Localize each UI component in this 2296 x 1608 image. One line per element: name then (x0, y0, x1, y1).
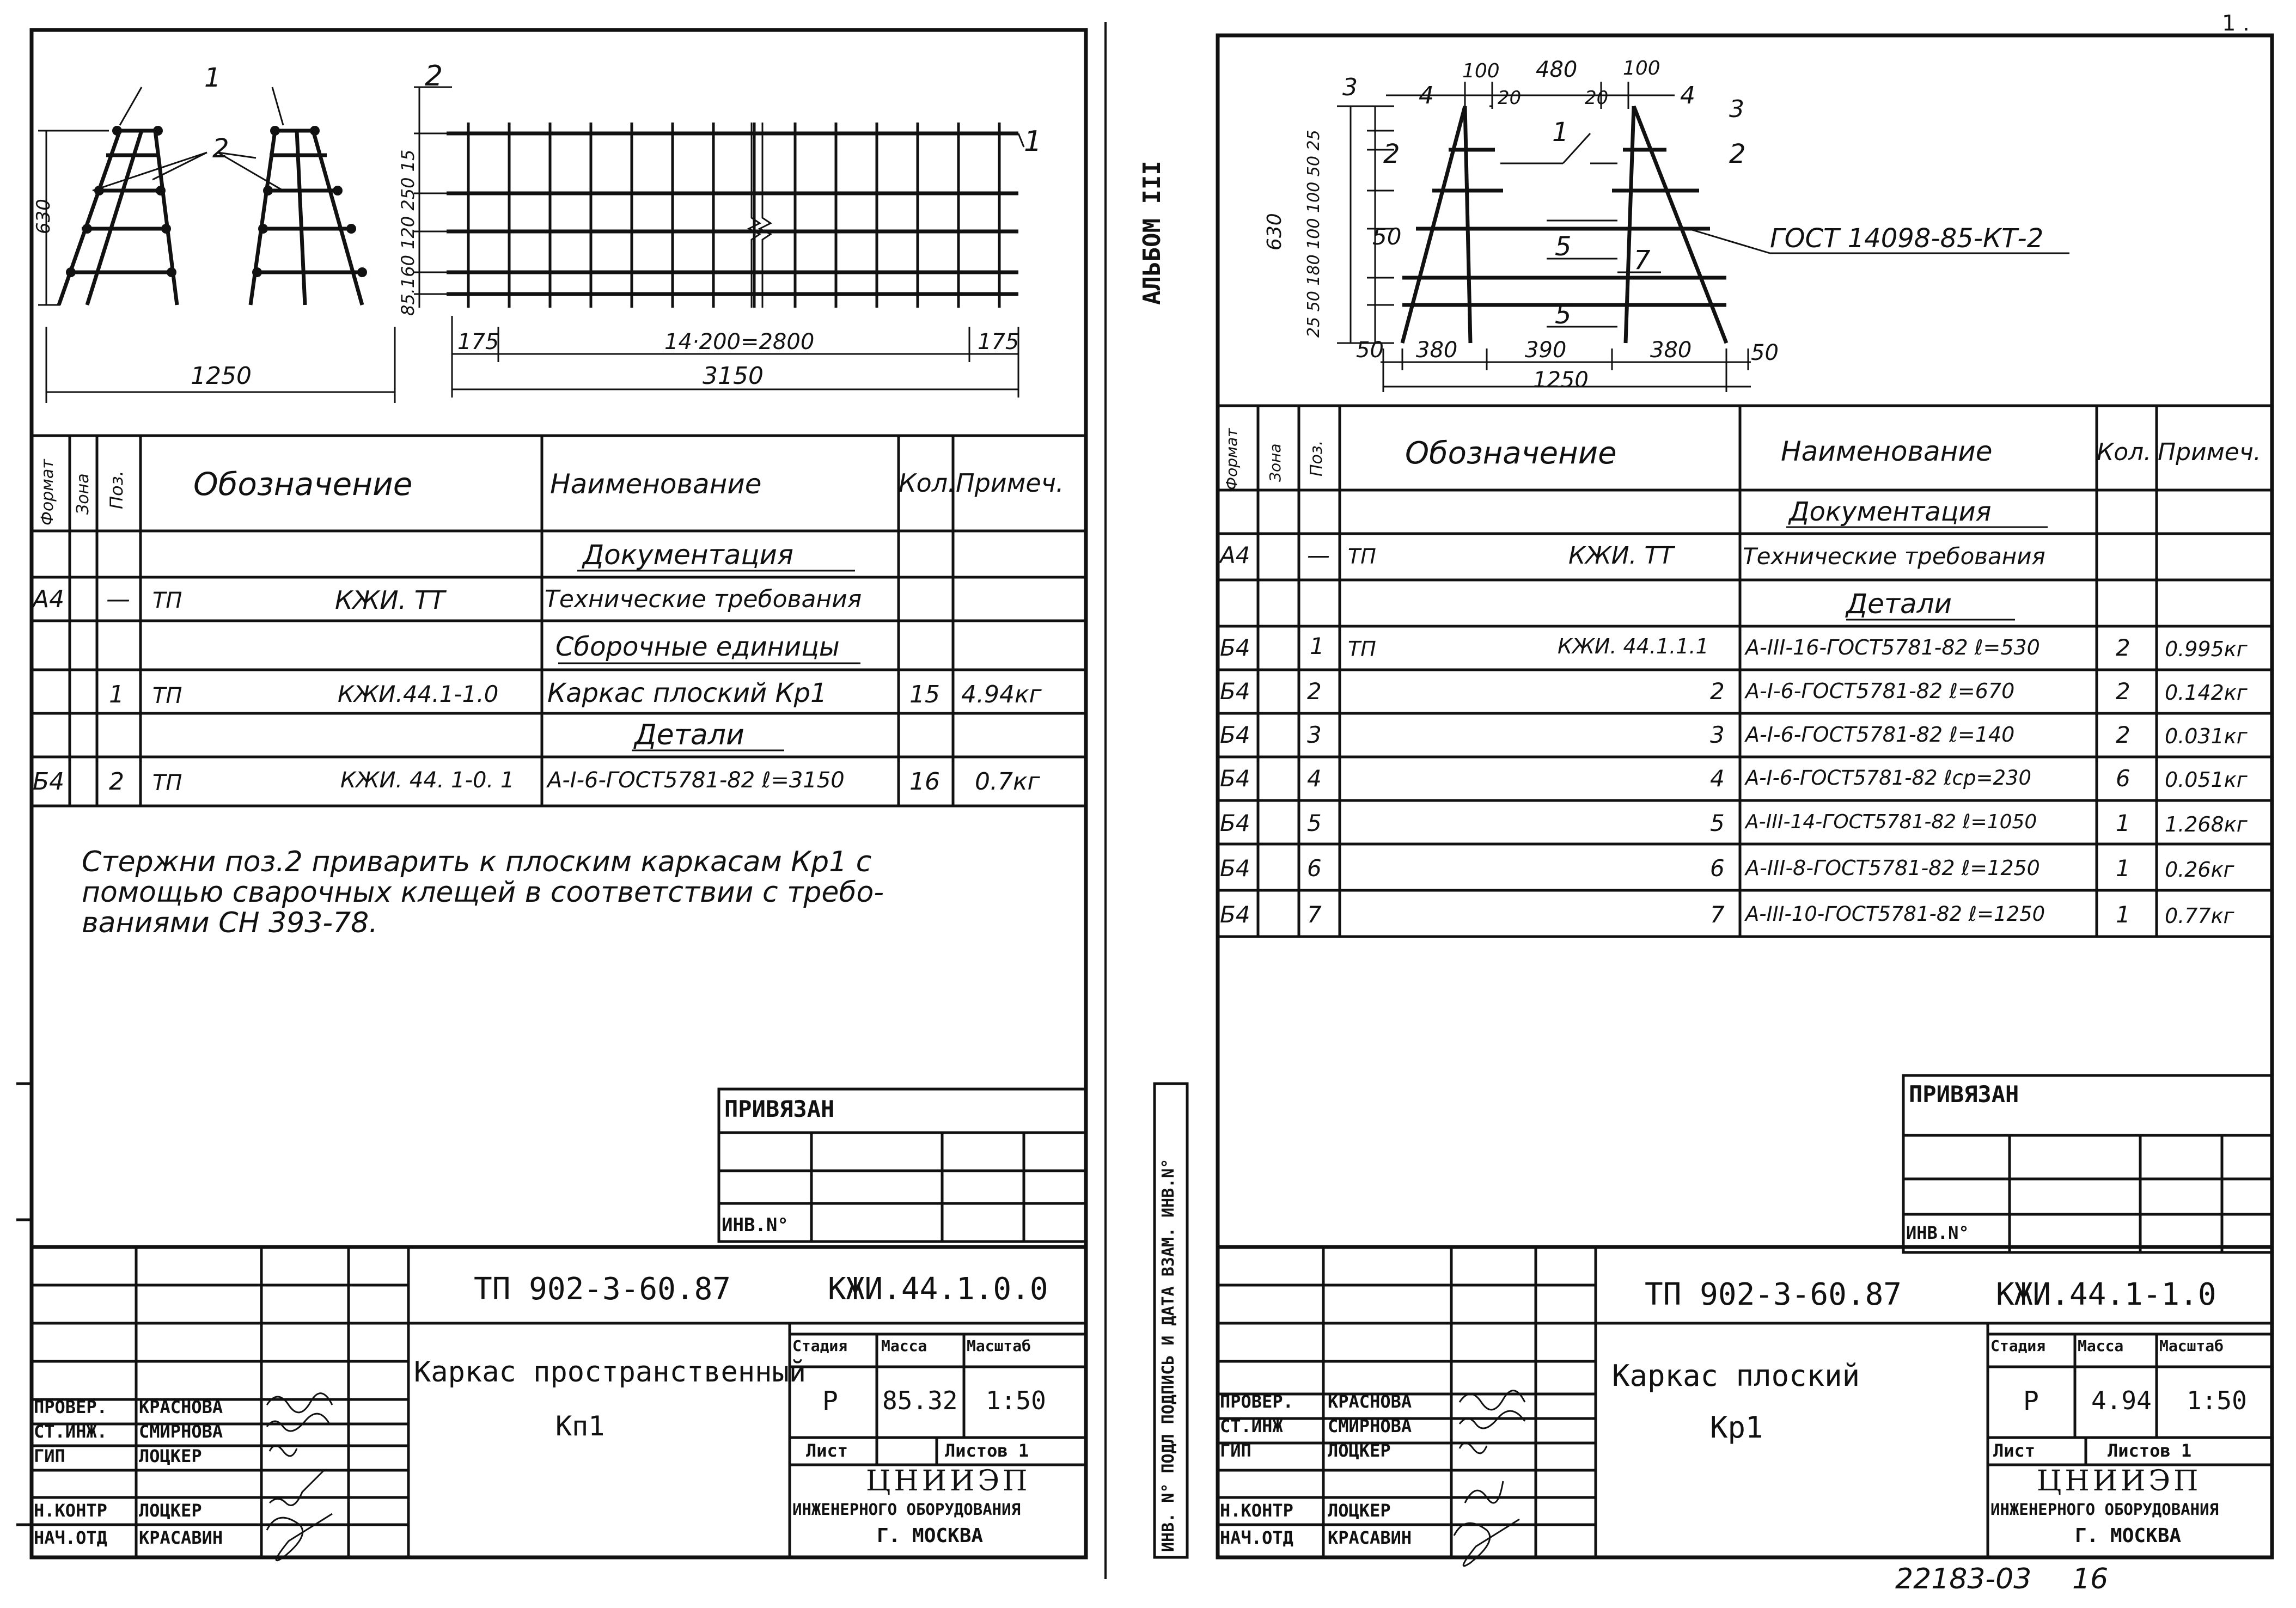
side-stamp: ИНВ. N° ПОДЛ ПОДПИСЬ И ДАТА ВЗАМ. ИНВ.N° (1159, 1158, 1178, 1552)
doc-code: КЖИ.44.1.0.0 (828, 1271, 1048, 1307)
dim-50-bottom: 50 (1356, 338, 1384, 363)
cell-note: 0.142кг (2165, 681, 2248, 705)
height-dim: 630 (33, 199, 54, 234)
cell-format: Б4 (1220, 901, 1250, 928)
cell-pos: 1 (1310, 633, 1324, 659)
callout-3: 3 (1342, 74, 1358, 101)
cell-designation: КЖИ. ТТ (335, 585, 445, 615)
role-label: НАЧ.ОТД (1220, 1527, 1293, 1548)
cell-note: 0.051кг (2165, 768, 2248, 792)
header-zone: Зона (1266, 443, 1284, 482)
callout-1: 1 (204, 63, 221, 93)
cell-name: А-III-16-ГОСТ5781-82 ℓ=530 (1745, 635, 2040, 659)
gost-label: ГОСТ 14098-85-КТ-2 (1770, 223, 2044, 254)
cell-designation: 7 (1710, 901, 1725, 928)
width-dim: 1250 (191, 362, 252, 390)
dim-175-right: 175 (978, 329, 1019, 354)
header-pos: Поз. (106, 470, 127, 509)
title-line-1: Каркас плоский (1612, 1359, 1860, 1393)
cell-note: 0.7кг (975, 768, 1040, 796)
cell-qty: 1 (2116, 901, 2130, 928)
person-name: СМИРНОВА (1328, 1416, 1412, 1436)
vertical-dims: 25 50 180 100 100 50 25 (1304, 130, 1323, 338)
page-number: 16 (2072, 1563, 2109, 1595)
section-title: Детали (634, 719, 744, 751)
sheets-label: Листов 1 (2108, 1440, 2192, 1461)
header-format: Формат (38, 459, 57, 525)
org-name: ЦНИИЭП (2037, 1465, 2202, 1497)
header-designation: Обозначение (1405, 436, 1617, 471)
person-name: ЛОЦКЕР (1328, 1440, 1391, 1461)
role-label: ГИП (34, 1446, 65, 1466)
cell-qty: 1 (2116, 855, 2130, 882)
header-name: Наименование (550, 468, 762, 500)
cell-name: А-I-6-ГОСТ5781-82 ℓ=3150 (547, 768, 845, 793)
inv-label: ИНВ.N° (1906, 1222, 1969, 1243)
scale-header: Масштаб (2159, 1337, 2224, 1355)
dim-100-right: 100 (1623, 57, 1660, 80)
callout-2-frame: 2 (425, 60, 443, 93)
dim-span: 14·200=2800 (664, 329, 815, 354)
cell-note: 1.268кг (2165, 812, 2248, 836)
cell-qty: 2 (2116, 678, 2130, 705)
header-note: Примеч. (956, 468, 1064, 498)
cell-format: А4 (33, 585, 65, 613)
header-zone: Зона (74, 473, 93, 515)
cell-designation: 2 (1710, 678, 1725, 705)
role-label: НАЧ.ОТД (34, 1527, 107, 1548)
dim-390: 390 (1525, 338, 1567, 363)
person-name: КРАСНОВА (139, 1397, 223, 1417)
org-city: Г. МОСКВА (2075, 1525, 2182, 1547)
sheet-label: Лист (806, 1440, 848, 1461)
callout-1: 1 (1552, 117, 1569, 148)
header-qty: Кол. (2097, 438, 2152, 466)
vertical-dims: 85.160 120 250 15 (398, 149, 418, 316)
role-label: СТ.ИНЖ. (34, 1421, 107, 1442)
cell-designation: 4 (1710, 765, 1725, 792)
cell-qty: 2 (2116, 722, 2130, 748)
dim-1250: 1250 (1533, 368, 1589, 393)
cell-format: А4 (1220, 542, 1250, 568)
title-line-2: Кп1 (555, 1410, 605, 1442)
cell-tp: ТП (1348, 545, 1376, 568)
org-line-2: ИНЖЕНЕРНОГО ОБОРУДОВАНИЯ (792, 1500, 1021, 1519)
header-format: Формат (1223, 428, 1241, 490)
role-label: Н.КОНТР (34, 1500, 107, 1521)
cell-designation: 6 (1710, 855, 1725, 882)
note-line: помощью сварочных клещей в соответствии с требо- (82, 876, 884, 909)
person-name: КРАСНОВА (1328, 1391, 1412, 1412)
stage-value: Р (2023, 1386, 2039, 1416)
cell-pos: 3 (1307, 722, 1322, 748)
dim-20-left: 20 (1498, 87, 1522, 109)
scale-header: Масштаб (967, 1337, 1031, 1355)
cell-format: Б4 (1220, 722, 1250, 748)
header-name: Наименование (1781, 436, 1993, 467)
person-name: ЛОЦКЕР (1328, 1500, 1391, 1521)
note-line: Стержни поз.2 приварить к плоским каркасам Кр1 с (82, 846, 872, 878)
stage-value: Р (822, 1386, 838, 1416)
dim-100-left: 100 (1462, 60, 1500, 82)
inv-label: ИНВ.N° (722, 1214, 789, 1236)
header-qty: Кол. (899, 468, 956, 498)
dim-total: 3150 (703, 362, 764, 390)
callout-3: 3 (1729, 95, 1744, 123)
cell-qty: 2 (2116, 634, 2130, 661)
cell-qty: 1 (2116, 810, 2130, 836)
person-name: ЛОЦКЕР (139, 1500, 202, 1521)
org-city: Г. МОСКВА (877, 1525, 984, 1547)
callout-2: 2 (1729, 139, 1746, 169)
section-title: Детали (1846, 588, 1952, 620)
cell-format: Б4 (1220, 855, 1250, 882)
section-title: Документация (583, 539, 793, 571)
callout-4: 4 (1680, 82, 1695, 109)
cell-designation: КЖИ.44.1-1.0 (338, 681, 499, 707)
scale-value: 1:50 (986, 1386, 1046, 1415)
cell-qty: 16 (909, 768, 940, 796)
callout-2: 2 (212, 133, 229, 164)
cell-note: 4.94кг (961, 681, 1042, 708)
cell-note: 0.77кг (2165, 904, 2234, 928)
person-name: СМИРНОВА (139, 1421, 223, 1442)
callout-4: 4 (1419, 82, 1434, 109)
cell-pos: 4 (1307, 765, 1322, 792)
role-label: ПРОВЕР. (1220, 1391, 1293, 1412)
mass-header: Масса (2078, 1337, 2124, 1355)
dim-20-right: 20 (1585, 87, 1609, 109)
album-label: АЛЬБОМ III (1138, 161, 1166, 305)
role-label: ПРОВЕР. (34, 1397, 107, 1417)
stage-header: Стадия (792, 1337, 848, 1355)
cell-tp: ТП (152, 683, 182, 708)
project-code: ТП 902-3-60.87 (1645, 1277, 1902, 1312)
cell-name: А-III-14-ГОСТ5781-82 ℓ=1050 (1745, 811, 2037, 833)
dim-380: 380 (1650, 338, 1692, 363)
cell-designation: КЖИ. 44. 1-0. 1 (340, 768, 515, 793)
dim-50: 50 (1372, 223, 1402, 250)
dim-480: 480 (1536, 57, 1578, 82)
project-code: ТП 902-3-60.87 (474, 1271, 731, 1307)
cell-note: 0.031кг (2165, 724, 2248, 748)
callout-5: 5 (1555, 231, 1572, 262)
cell-format: Б4 (1220, 678, 1250, 705)
cell-pos: 2 (1307, 678, 1322, 705)
cell-pos: 2 (109, 768, 124, 796)
header-designation: Обозначение (193, 466, 413, 503)
role-label: ГИП (1220, 1440, 1251, 1461)
cell-tp: ТП (152, 771, 182, 796)
mass-value: 85.32 (882, 1386, 958, 1415)
cell-designation: КЖИ. ТТ (1568, 542, 1674, 570)
cell-pos: 1 (109, 681, 124, 708)
header-note: Примеч. (2158, 438, 2261, 466)
person-name: ЛОЦКЕР (139, 1446, 202, 1466)
bound-label: ПРИВЯЗАН (1909, 1081, 2019, 1108)
title-line-2: Кр1 (1710, 1410, 1763, 1445)
stage-header: Стадия (1990, 1337, 2046, 1355)
cell-format: Б4 (1220, 634, 1250, 661)
org-line-2: ИНЖЕНЕРНОГО ОБОРУДОВАНИЯ (1990, 1500, 2219, 1519)
cell-qty: 15 (909, 681, 940, 708)
cell-name: Технические требования (545, 585, 862, 613)
cell-name: А-I-6-ГОСТ5781-82 ℓср=230 (1745, 766, 2032, 790)
cell-name: А-III-8-ГОСТ5781-82 ℓ=1250 (1745, 856, 2040, 880)
archive-number: 22183-03 (1895, 1563, 2032, 1595)
cell-pos: 7 (1307, 901, 1322, 928)
section-title: Сборочные единицы (555, 632, 840, 662)
cell-pos: 5 (1307, 810, 1322, 836)
cell-format: Б4 (33, 768, 65, 796)
cell-pos: — (1307, 542, 1330, 568)
doc-code: КЖИ.44.1-1.0 (1996, 1277, 2216, 1312)
cell-format: Б4 (1220, 810, 1250, 836)
person-name: КРАСАВИН (1328, 1527, 1412, 1548)
callout-1-frame: 1 (1024, 125, 1042, 158)
role-label: Н.КОНТР (1220, 1500, 1293, 1521)
cell-name: Каркас плоский Кр1 (547, 678, 827, 708)
bound-label: ПРИВЯЗАН (724, 1096, 835, 1122)
mass-value: 4.94 (2091, 1386, 2152, 1415)
mass-header: Масса (881, 1337, 927, 1355)
cell-note: 0.995кг (2165, 637, 2248, 661)
title-line-1: Каркас пространственный (414, 1356, 807, 1389)
sheets-label: Листов 1 (945, 1440, 1029, 1461)
callout-5: 5 (1555, 299, 1572, 330)
dim-50-bottom: 50 (1751, 340, 1779, 365)
callout-2: 2 (1383, 139, 1400, 169)
cell-format: Б4 (1220, 765, 1250, 792)
cell-qty: 6 (2116, 765, 2130, 792)
cell-name: А-I-6-ГОСТ5781-82 ℓ=670 (1745, 679, 2015, 703)
top-right-mark: 1 . (2222, 11, 2250, 36)
cell-tp: ТП (152, 588, 182, 613)
height-dim: 630 (1263, 213, 1286, 250)
org-name: ЦНИИЭП (866, 1465, 1031, 1497)
role-label: СТ.ИНЖ (1220, 1416, 1283, 1436)
callout-7: 7 (1634, 245, 1651, 276)
welding-note (82, 847, 884, 938)
cell-pos: 6 (1307, 855, 1322, 882)
cell-designation: КЖИ. 44.1.1.1 (1558, 634, 1709, 658)
header-pos: Поз. (1307, 440, 1326, 476)
dim-175-left: 175 (457, 329, 499, 354)
note-line: ваниями СН 393-78. (82, 907, 378, 939)
cell-designation: 3 (1710, 722, 1725, 748)
scale-value: 1:50 (2187, 1386, 2247, 1415)
cell-name: Технические требования (1743, 543, 2045, 570)
section-title: Документация (1789, 497, 1992, 527)
person-name: КРАСАВИН (139, 1527, 223, 1548)
dim-380: 380 (1416, 338, 1458, 363)
cell-tp: ТП (1348, 637, 1376, 661)
cell-name: А-III-10-ГОСТ5781-82 ℓ=1250 (1745, 902, 2045, 926)
cell-name: А-I-6-ГОСТ5781-82 ℓ=140 (1745, 723, 2015, 747)
sheet-label: Лист (1993, 1440, 2036, 1461)
cell-pos: — (106, 585, 130, 613)
cell-designation: 5 (1710, 810, 1725, 836)
cell-note: 0.26кг (2165, 858, 2234, 882)
